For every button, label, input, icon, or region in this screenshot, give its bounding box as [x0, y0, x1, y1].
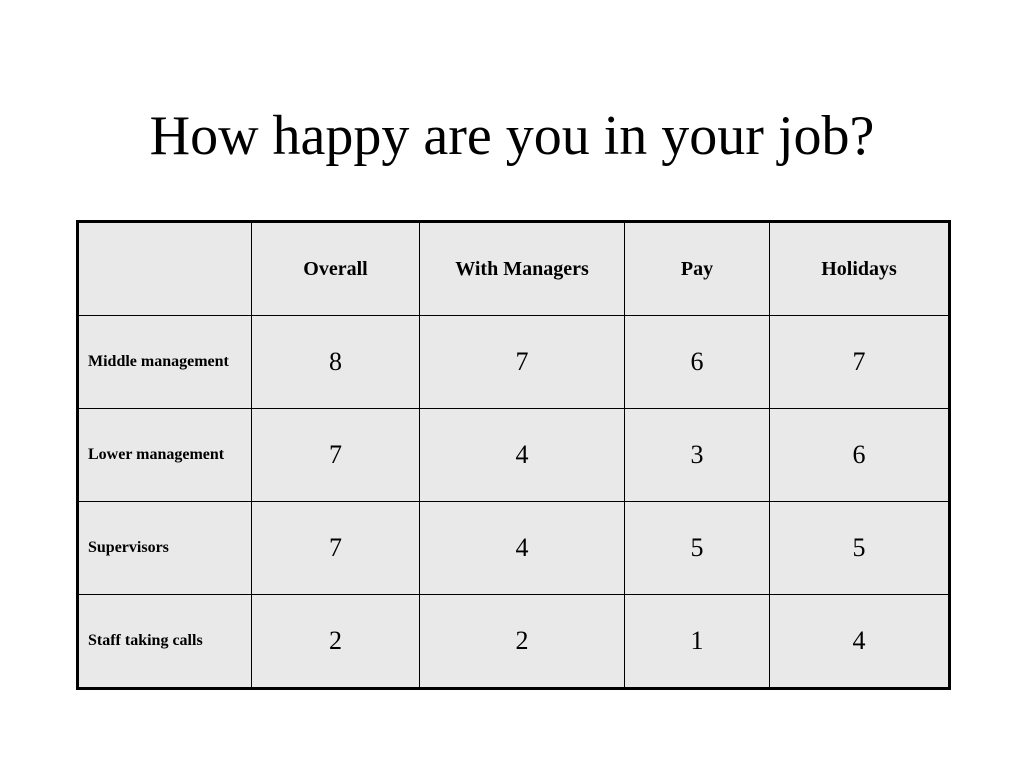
value-cell: 7	[252, 502, 420, 595]
corner-cell	[78, 222, 252, 316]
value-cell: 6	[625, 316, 770, 409]
value-cell: 3	[625, 409, 770, 502]
row-label: Middle management	[78, 316, 252, 409]
row-label: Lower management	[78, 409, 252, 502]
header-row	[78, 222, 950, 316]
slide-title: How happy are you in your job?	[149, 105, 875, 167]
survey-table	[76, 220, 951, 690]
value-cell: 2	[252, 595, 420, 689]
row-label: Staff taking calls	[78, 595, 252, 689]
table-row	[78, 595, 950, 689]
value-cell: 5	[770, 502, 950, 595]
column-header-overall: Overall	[252, 222, 420, 316]
value-cell: 8	[252, 316, 420, 409]
survey-table-container	[76, 220, 948, 684]
column-header-pay: Pay	[625, 222, 770, 316]
value-cell: 4	[770, 595, 950, 689]
value-cell: 5	[625, 502, 770, 595]
table-row	[78, 316, 950, 409]
value-cell: 7	[420, 316, 625, 409]
row-label: Supervisors	[78, 502, 252, 595]
value-cell: 7	[770, 316, 950, 409]
value-cell: 1	[625, 595, 770, 689]
value-cell: 6	[770, 409, 950, 502]
value-cell: 4	[420, 502, 625, 595]
value-cell: 4	[420, 409, 625, 502]
table-row	[78, 409, 950, 502]
column-header-holidays: Holidays	[770, 222, 950, 316]
table-row	[78, 502, 950, 595]
value-cell: 7	[252, 409, 420, 502]
value-cell: 2	[420, 595, 625, 689]
column-header-with-managers: With Managers	[420, 222, 625, 316]
